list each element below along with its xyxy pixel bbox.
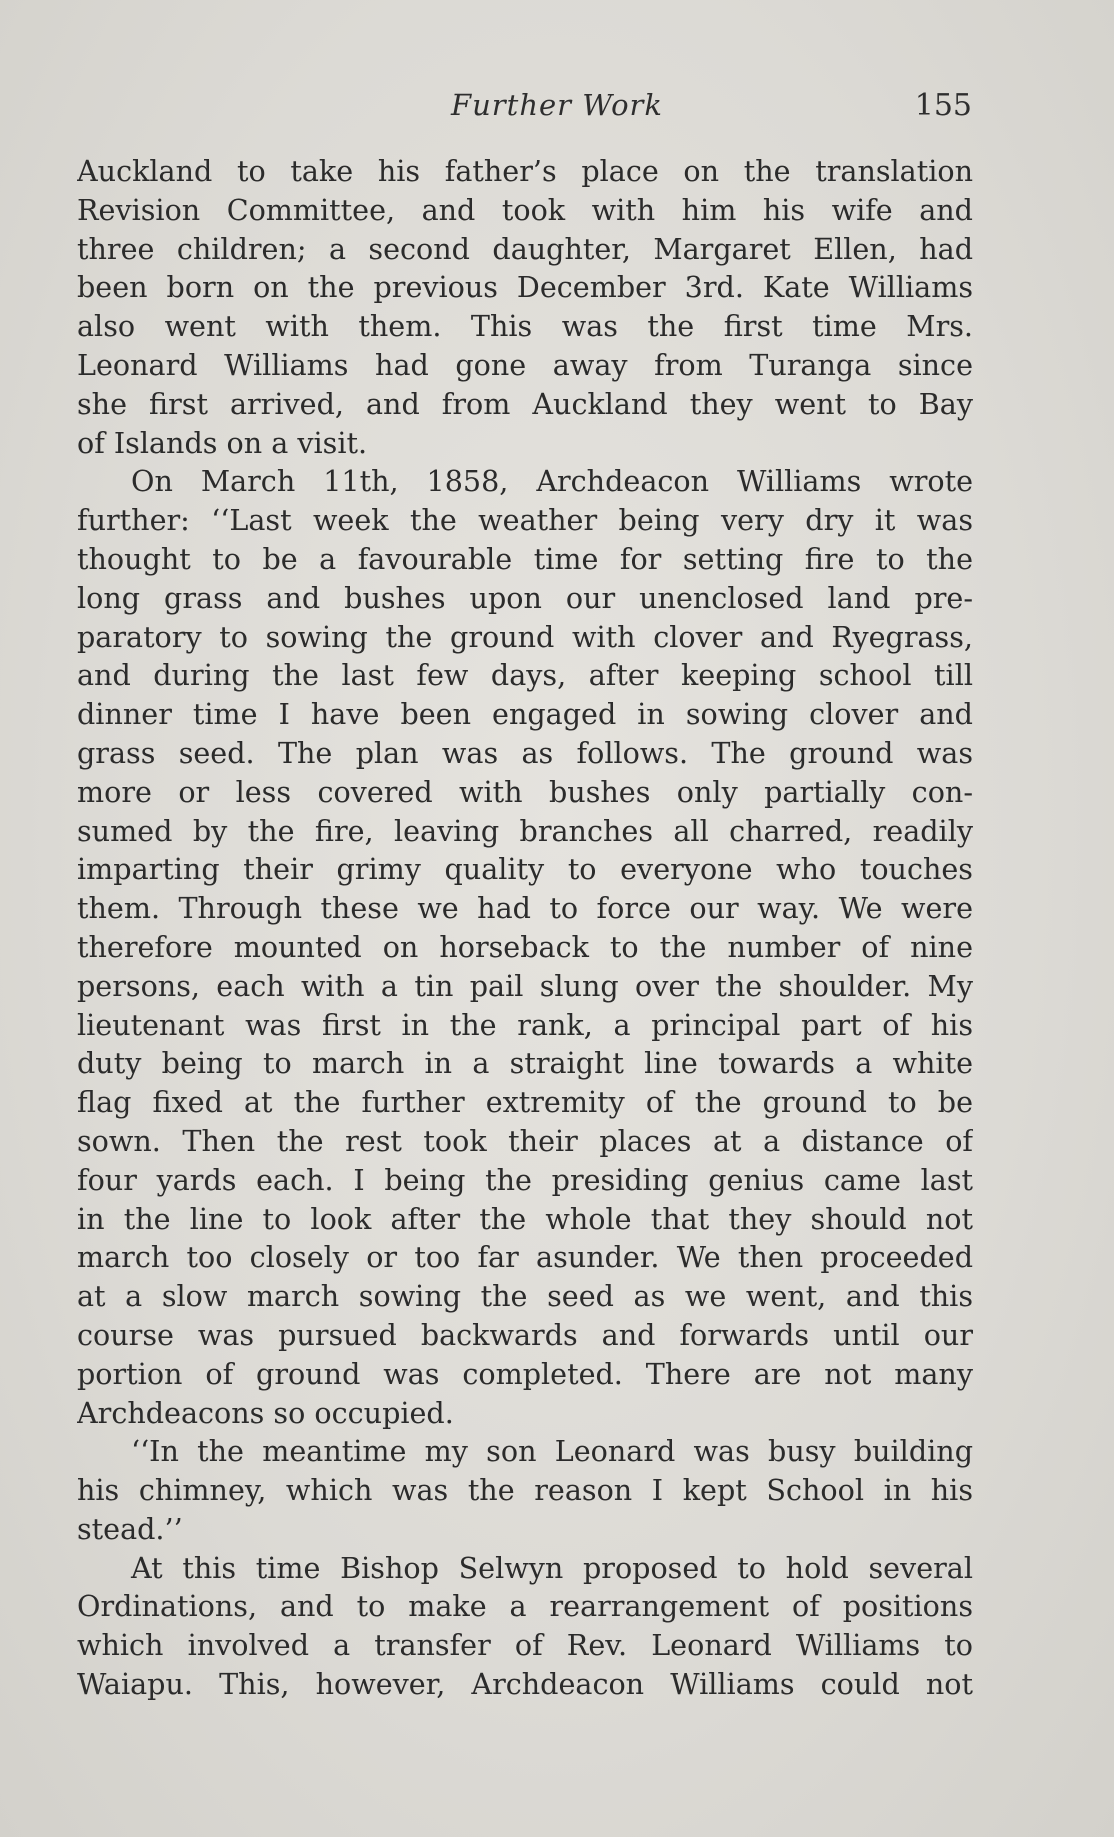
text-line: three children; a second daughter, Margaret Ellen, had [77,231,973,266]
text-line: of Islands on a visit. [77,425,368,460]
text-line: stead.’’ [77,1511,183,1546]
page-header [0,88,1114,128]
text-line: course was pursued backwards and forwards until our [77,1317,973,1352]
text-line: ‘‘In the meantime my son Leonard was busy building [131,1434,973,1469]
text-line: been born on the previous December 3rd. Kate Williams [77,270,973,305]
text-line: Ordinations, and to make a rearrangement of positions [77,1589,973,1624]
text-line: also went with them. This was the first time Mrs. [77,309,973,344]
text-line: Archdeacons so occupied. [77,1395,454,1430]
running-head: Further Work [451,88,663,122]
text-line: duty being to march in a straight line towards a white [77,1046,973,1081]
text-line: imparting their grimy quality to everyone who touches [77,852,973,887]
text-line: sumed by the fire, leaving branches all charred, readily [77,813,973,848]
body-text [77,152,973,1704]
text-line: long grass and bushes upon our unenclosed land pre- [77,580,973,615]
text-line: lieutenant was first in the rank, a principal part of his [77,1007,973,1042]
text-line: dinner time I have been engaged in sowing clover and [77,697,973,732]
text-line: sown. Then the rest took their places at a distance of [77,1123,973,1158]
text-line: grass seed. The plan was as follows. The ground was [77,735,973,770]
text-line: in the line to look after the whole that they should not [77,1201,973,1236]
text-line: therefore mounted on horseback to the number of nine [77,929,973,964]
text-line: which involved a transfer of Rev. Leonard Williams to [77,1628,973,1663]
text-line: his chimney, which was the reason I kept School in his [77,1473,973,1508]
text-line: more or less covered with bushes only partially con- [77,774,973,809]
text-line: Waiapu. This, however, Archdeacon Williams could not [77,1667,973,1702]
text-line: At this time Bishop Selwyn proposed to hold several [131,1550,973,1585]
text-line: she first arrived, and from Auckland they went to Bay [77,386,973,421]
text-line: them. Through these we had to force our way. We were [77,891,973,926]
text-line: at a slow march sowing the seed as we went, and this [77,1279,973,1314]
text-line: four yards each. I being the presiding genius came last [77,1162,973,1197]
text-line: persons, each with a tin pail slung over the shoulder. My [77,968,973,1003]
text-line: and during the last few days, after keeping school till [77,658,973,693]
text-line: Auckland to take his father’s place on the translation [77,154,973,188]
page-number: 155 [914,88,972,123]
text-line: portion of ground was completed. There are not many [77,1356,973,1391]
text-line: On March 11th, 1858, Archdeacon Williams wrote [131,464,973,499]
text-line: further: ‘‘Last week the weather being very dry it was [77,503,973,538]
text-line: Revision Committee, and took with him his wife and [77,192,973,227]
text-line: march too closely or too far asunder. We then proceeded [77,1240,973,1275]
text-line: flag fixed at the further extremity of the ground to be [77,1085,973,1120]
text-line: paratory to sowing the ground with clover and Ryegrass, [77,619,973,654]
text-line: thought to be a favourable time for setting fire to the [77,541,973,576]
text-line: Leonard Williams had gone away from Turanga since [77,347,973,382]
